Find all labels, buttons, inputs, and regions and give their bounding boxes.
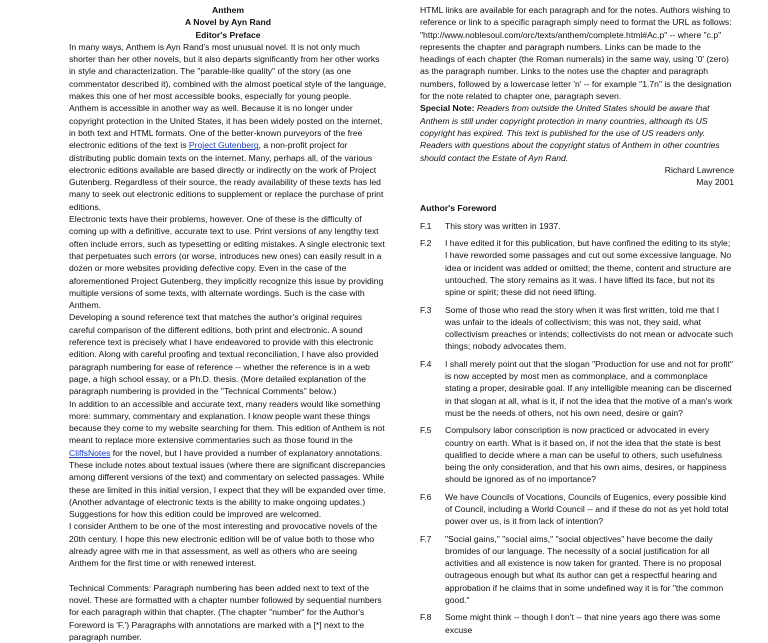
paragraph-text: Some might think -- though I don't -- that nine years ago there was some excuse bbox=[445, 612, 721, 635]
left-column bbox=[69, 4, 387, 643]
preface-paragraph-5: In addition to an accessible and accurate text, many readers would like something more: summary, commentary and explanation. I know people want these things because they come to my website searching for them. This edition of Anthem is not meant to replace more extensive commentaries such as those found in the CliffsNotes for the novel, but I have provided a number of explanatory annotations. These include notes about textual issues (where there are significant discrepancies among different versions of the text) and commentary on selected passages. While these are limited in this initial version, I expect that they will be expanded over time. (Another advantage of electronic texts is the ability to make ongoing updates.) Suggestions for how this edition could be improved are welcomed. bbox=[69, 398, 386, 520]
preface-paragraph-1: In many ways, Anthem is Ayn Rand's most unusual novel. It is not only much shorter than her other novels, but it also departs significantly from her other works in style and characterization. The "parable-like quality" of the story (as one commentator described it), combined with the almost poetical style of the language, makes this one of her most accessible books, especially for young people. bbox=[69, 41, 387, 102]
paragraph-text: I shall merely point out that the slogan "Production for use and not for profit" is now accepted by most men as commonplace, and a commonplace stating a proper, desirable goal. If any intelligible meaning can be discerned in that slogan at all, what is it, if not the idea that the motive of a man's work must be the needs of others, not his own need, desire or gain? bbox=[445, 358, 733, 418]
paragraph-text: We have Councils of Vocations, Councils of Eugenics, every possible kind of Council, including a World Council -- and if these do not as yet hold total power over us, is it from lack of intention? bbox=[445, 491, 729, 527]
paragraph-number: F.2 bbox=[420, 238, 432, 249]
paragraph-text: I have edited it for this publication, but have confined the editing to its style; I have reworded some passages and cut out some excessive language. No idea or incident was added or omitted; the theme, content and structure are untouched. The story remains as it was. I have lifted its face, but not its spine or spirit; these did not need lifting. bbox=[445, 238, 732, 298]
foreword-paragraph bbox=[420, 491, 734, 528]
paragraph-number: F.7 bbox=[420, 533, 432, 544]
paragraph-gap bbox=[69, 570, 387, 582]
paragraph-text: Some of those who read the story when it was first written, told me that I was unfair to the ideals of collectivism; this was not, they said, what collectivism preaches or intends; collectivists do not mean or advocate such things; nobody advocates them. bbox=[445, 304, 734, 352]
foreword-paragraph bbox=[420, 220, 734, 232]
paragraph-number: F.6 bbox=[420, 491, 432, 502]
preface-paragraph-4: Developing a sound reference text that matches the author's original requires careful comparison of the different editions, both print and electronic. A sound reference text is precisely what I have endeavored to provide with this electronic edition. Along with careful proofing and textual reconciliation, I have also provided paragraph numbering for ease of reference -- whether the reference is in a web page, a high school essay, or a Ph.D. thesis. (More detailed explanation of the paragraph numbering is provided in the "Technical Comments" below.) bbox=[69, 312, 379, 397]
foreword-paragraph bbox=[420, 237, 734, 298]
preface-paragraph-2: Anthem is accessible in another way as well. Because it is no longer under copyright protection in the United States, it has been widely posted on the internet, in both text and HTML formats. One of the better-known purveyors of the free electronic editions of the text is Project Gutenberg, a non-profit project for distributing public domain texts on the internet. Many, perhaps all, of the various electronic editions available are based directly or indirectly on the work of Project Gutenberg. Regardless of their source, the ready availability of these texts has led many to seek out electronic editions to supplement or replace the purchase of print editions. bbox=[69, 103, 384, 212]
foreword-heading: Author's Foreword bbox=[420, 203, 497, 214]
foreword-paragraph bbox=[420, 358, 734, 419]
right-column bbox=[420, 4, 734, 636]
paragraph-number: F.4 bbox=[420, 358, 432, 369]
paragraph-text: This story was written in 1937. bbox=[445, 220, 561, 231]
cliffsnotes-link[interactable]: CliffsNotes bbox=[69, 447, 111, 458]
foreword-paragraph bbox=[420, 424, 734, 485]
paragraph-number: F.3 bbox=[420, 304, 432, 315]
special-note-text: Readers from outside the United States should be aware that Anthem is still under copyright protection in many countries, although its US copyright has expired. This text is published for the use of US readers only. Readers with questions about the copyright status of Anthem in other countries should contact the Estate of Ayn Rand. bbox=[420, 103, 720, 163]
technical-comments: Technical Comments: Paragraph numbering has been added next to text of the novel. These are formatted with a chapter number followed by sequential numbers for each paragraph within that chapter. (The chapter "number" for the Author's Foreword is 'F.') Paragraphs with annotations are marked with a [*] next to the paragraph number. bbox=[69, 582, 382, 642]
paragraph-text: Compulsory labor conscription is now practiced or advocated in every country on earth. What is it based on, if not the idea that the state is best qualified to decide where a man can be useful to others, such usefulness being the only consideration, and that his own aims, desires, or happiness should be ignored as of no importance? bbox=[445, 425, 727, 485]
preface-paragraph-6: I consider Anthem to be one of the most interesting and provocative novels of the 20th century. I hope this new electronic edition will be of value both to those who already agree with me in that assessment, as well as others who are seeing Anthem for the first time or with renewed interest. bbox=[69, 521, 378, 569]
preface-paragraph-3: Electronic texts have their problems, however. One of these is the difficulty of coming up with a definitive, accurate text to use. Print versions of any lengthy text often include errors, such as typesetting or editing mistakes. A single electronic text that perpetuates such errors (or worse, introduces new ones) can easily result in a dozen or more websites providing defective copy. Even in the case of the aforementioned Project Gutenberg, they implicitly recognize this issue by providing multiple versions of some texts, with alternate wordings. Such is the case with Anthem. bbox=[69, 214, 385, 311]
editor-signature: Richard Lawrence bbox=[664, 164, 734, 175]
special-note bbox=[420, 102, 734, 163]
foreword-paragraph bbox=[420, 611, 734, 636]
foreword-paragraph bbox=[420, 533, 734, 607]
signature-date: May 2001 bbox=[696, 177, 734, 188]
document-subtitle: A Novel by Ayn Rand bbox=[185, 17, 271, 28]
paragraph-number: F.8 bbox=[420, 612, 432, 623]
paragraph-number: F.5 bbox=[420, 425, 432, 436]
paragraph-number: F.1 bbox=[420, 220, 432, 231]
project-gutenberg-link[interactable]: Project Gutenberg bbox=[188, 140, 259, 151]
section-heading: Editor's Preface bbox=[195, 29, 261, 40]
foreword-paragraph bbox=[420, 304, 734, 353]
document-title: Anthem bbox=[212, 5, 244, 15]
links-paragraph: HTML links are available for each paragraph and for the notes. Authors wishing to reference or link to a specific paragraph simply need to format the URL as follows: "http://www.noblesoul.com/orc/texts/anthem/complete.html#Ac.p" -- where "c.p" represents the chapter and paragraph numbers. Links can be made to the headings of each chapter (the Roman numerals) in the same way, using '0' (zero) as the paragraph number. Links to the notes use the chapter and paragraph numbers, followed by a lowercase letter 'n' -- for example "1.7n" is the designation for the note related to chapter one, paragraph seven. bbox=[420, 5, 732, 102]
special-note-label: Special Note: bbox=[420, 103, 475, 114]
paragraph-text: "Social gains," "social aims," "social objectives" have become the daily bromides of our language. The necessity of a social justification for all activities and all existence is now taken for granted. There is no proposal outrageous enough but what its author can get a respectful hearing and approbation if he claims that in some undefined way it is for "the common good." bbox=[445, 533, 724, 606]
